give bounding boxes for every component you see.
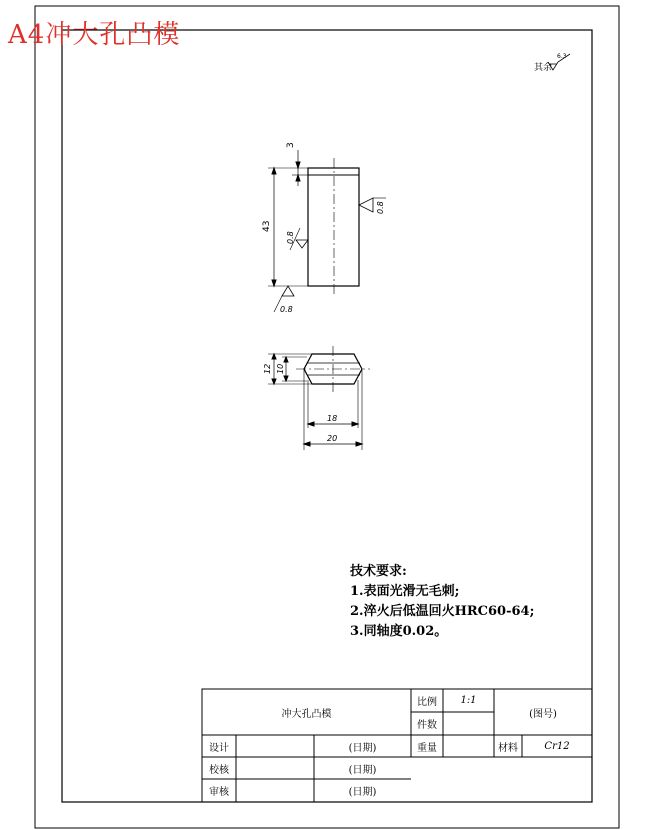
- quantity-label: 件数: [417, 720, 437, 731]
- roughness-bottom-label: 0.8: [280, 305, 293, 314]
- tech-item-1: 1.表面光滑无毛刺;: [350, 584, 460, 599]
- design-date: (日期): [348, 742, 377, 754]
- part-name: 冲大孔凸模: [281, 708, 332, 720]
- check-label: 校核: [209, 764, 229, 776]
- sheet-title: A4冲大孔凸模: [8, 20, 181, 50]
- dim-inner-width-18: 18: [327, 414, 338, 423]
- technical-requirements: [350, 562, 534, 642]
- scale-label: 比例: [417, 697, 437, 708]
- review-date: (日期): [348, 787, 377, 798]
- scale-value: 1:1: [460, 695, 477, 706]
- tech-item-3: 3.同轴度0.02。: [350, 624, 448, 639]
- review-label: 审核: [209, 787, 229, 798]
- weight-label: 重量: [417, 742, 437, 754]
- material-value: Cr12: [544, 740, 570, 752]
- roughness-right-label: 0.8: [376, 201, 385, 214]
- design-label: 设计: [209, 742, 229, 754]
- tech-item-2: 2.淬火后低温回火HRC60-64;: [350, 604, 535, 619]
- material-label: 材料: [498, 742, 518, 754]
- top-view: [268, 346, 370, 450]
- dim-height-43: 43: [262, 220, 272, 232]
- surface-note-value: 6.3: [557, 53, 567, 60]
- dim-outer-height-12: 12: [263, 363, 272, 374]
- surface-note-label: 其余: [534, 63, 553, 73]
- dim-top-3: 3: [286, 142, 296, 148]
- front-view: [268, 150, 386, 312]
- tech-heading: 技术要求:: [350, 564, 407, 579]
- dim-outer-width-20: 20: [327, 434, 338, 443]
- roughness-left-label: 0.8: [286, 231, 295, 244]
- dim-inner-height-10: 10: [276, 363, 285, 374]
- check-date: (日期): [348, 764, 377, 776]
- drawing-number: (图号): [529, 708, 557, 720]
